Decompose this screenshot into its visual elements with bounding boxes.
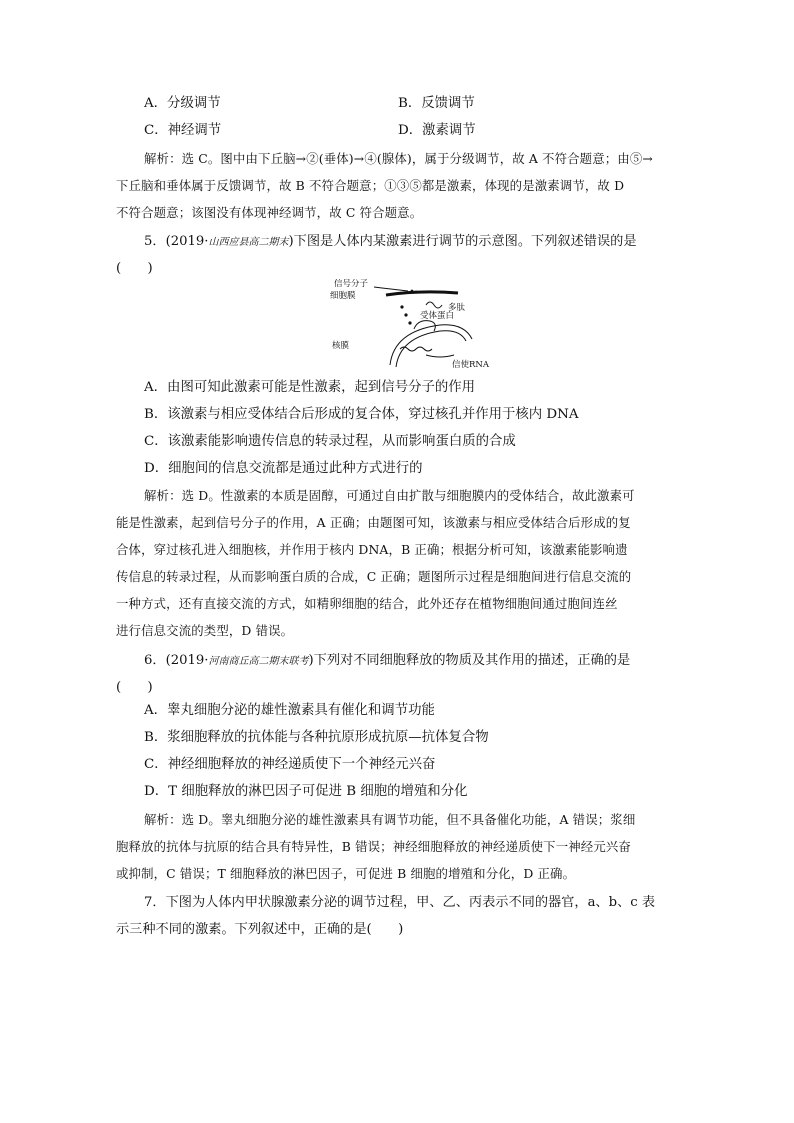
q7-stem-line-2: 示三种不同的激素。下列叙述中，正确的是( ) [116, 922, 404, 937]
q5-option-c: C．该激素能影响遗传信息的转录过程，从而影响蛋白质的合成 [144, 434, 516, 449]
hormone-dot-3 [408, 321, 411, 324]
q6-stem-text: )下列对不同细胞释放的物质及其作用的描述，正确的是 [308, 653, 631, 668]
label-receptor-protein: 受体蛋白 [420, 311, 455, 321]
signal-arrow-line [374, 287, 408, 291]
label-polypeptide: 多肽 [448, 303, 466, 313]
q5-analysis-line-6: 进行信息交流的类型，D 错误。 [116, 623, 294, 638]
q6-answer-paren: ( ) [116, 680, 153, 695]
hormone-signaling-diagram [330, 279, 510, 373]
q4-analysis-line-1: 解析：选 C。图中由下丘脑→②(垂体)→④(腺体)，属于分级调节，故 A 不符合题意；由⑤→ [144, 151, 653, 166]
q6-number: 6．(2019· [144, 653, 209, 668]
q6-stem [144, 654, 630, 667]
q4-analysis-line-2: 下丘脑和垂体属于反馈调节，故 B 不符合题意；①③⑤都是激素，体现的是激素调节，故 D [116, 178, 625, 193]
q6-option-c: C．神经细胞释放的神经递质使下一个神经元兴奋 [144, 757, 436, 772]
q4-option-a: A．分级调节 [144, 96, 221, 111]
label-nuclear-membrane: 核膜 [332, 341, 350, 351]
q4-option-b: B．反馈调节 [398, 96, 475, 111]
q4-analysis-line-3: 不符合题意；该图没有体现神经调节，故 C 符合题意。 [116, 205, 423, 220]
hormone-dot-2 [404, 313, 407, 316]
q6-option-b: B．浆细胞释放的抗体能与各种抗原形成抗原—抗体复合物 [144, 730, 489, 745]
q6-analysis-line-2: 胞释放的抗体与抗原的结合具有特异性，B 错误；神经细胞释放的神经递质使下一神经元兴奋 [116, 839, 631, 854]
q5-answer-paren: ( ) [116, 261, 153, 276]
q5-option-d: D．细胞间的信息交流都是通过此种方式进行的 [144, 461, 423, 476]
q6-option-d: D．T 细胞释放的淋巴因子可促进 B 细胞的增殖和分化 [144, 784, 468, 799]
q7-stem-line-1: 7．下图为人体内甲状腺激素分泌的调节过程，甲、乙、丙表示不同的器官，a、b、c 表 [144, 895, 656, 910]
mrna-strand [426, 355, 454, 357]
q5-stem [144, 235, 637, 248]
q5-analysis-line-1: 解析：选 D。性激素的本质是固醇，可通过自由扩散与细胞膜内的受体结合，故此激素可 [144, 488, 635, 503]
label-signal-molecule: 信号分子 [334, 279, 369, 289]
q5-analysis-line-4: 传信息的转录过程，从而影响蛋白质的合成，C 正确；题图所示过程是细胞间进行信息交流的 [116, 569, 632, 584]
cell-membrane-line [386, 292, 458, 295]
signal-dot-2 [415, 291, 418, 294]
q6-option-a: A．睾丸细胞分泌的雄性激素具有催化和调节功能 [144, 703, 435, 718]
q5-number: 5．(2019· [144, 234, 209, 249]
label-mrna: 信使RNA [452, 360, 489, 370]
label-cell-membrane: 细胞膜 [330, 291, 356, 301]
nuclear-membrane-outer [390, 325, 472, 365]
polypeptide-chain [426, 302, 442, 308]
dna-strand [400, 347, 432, 351]
q4-option-c: C．神经调节 [144, 123, 222, 138]
q5-option-a: A．由图可知此激素可能是性激素，起到信号分子的作用 [144, 380, 476, 395]
q5-source: 山西应县高二期末 [208, 237, 289, 248]
q5-analysis-line-3: 合体，穿过核孔进入细胞核，并作用于核内 DNA，B 正确；根据分析可知，该激素能影响遗 [116, 542, 628, 557]
q6-source: 河南商丘高二期末联考 [208, 656, 309, 667]
signal-dot-1 [411, 290, 414, 293]
q6-analysis-line-3: 或抑制，C 错误；T 细胞释放的淋巴因子，可促进 B 细胞的增殖和分化，D 正确。 [116, 866, 576, 881]
q5-analysis-line-5: 一种方式，还有直接交流的方式，如精卵细胞的结合，此外还存在植物细胞间通过胞间连丝 [116, 596, 618, 611]
q4-option-d: D．激素调节 [398, 123, 476, 138]
q5-analysis-line-2: 能是性激素，起到信号分子的作用，A 正确；由题图可知，该激素与相应受体结合后形成的复 [116, 515, 631, 530]
q5-stem-text: )下图是人体内某激素进行调节的示意图。下列叙述错误的是 [288, 234, 637, 249]
hormone-dot-1 [400, 305, 403, 308]
q5-option-b: B．该激素与相应受体结合后形成的复合体，穿过核孔并作用于核内 DNA [144, 407, 579, 422]
q6-analysis-line-1: 解析：选 D。睾丸细胞分泌的雄性激素具有调节功能，但不具备催化功能，A 错误；浆细 [144, 812, 636, 827]
